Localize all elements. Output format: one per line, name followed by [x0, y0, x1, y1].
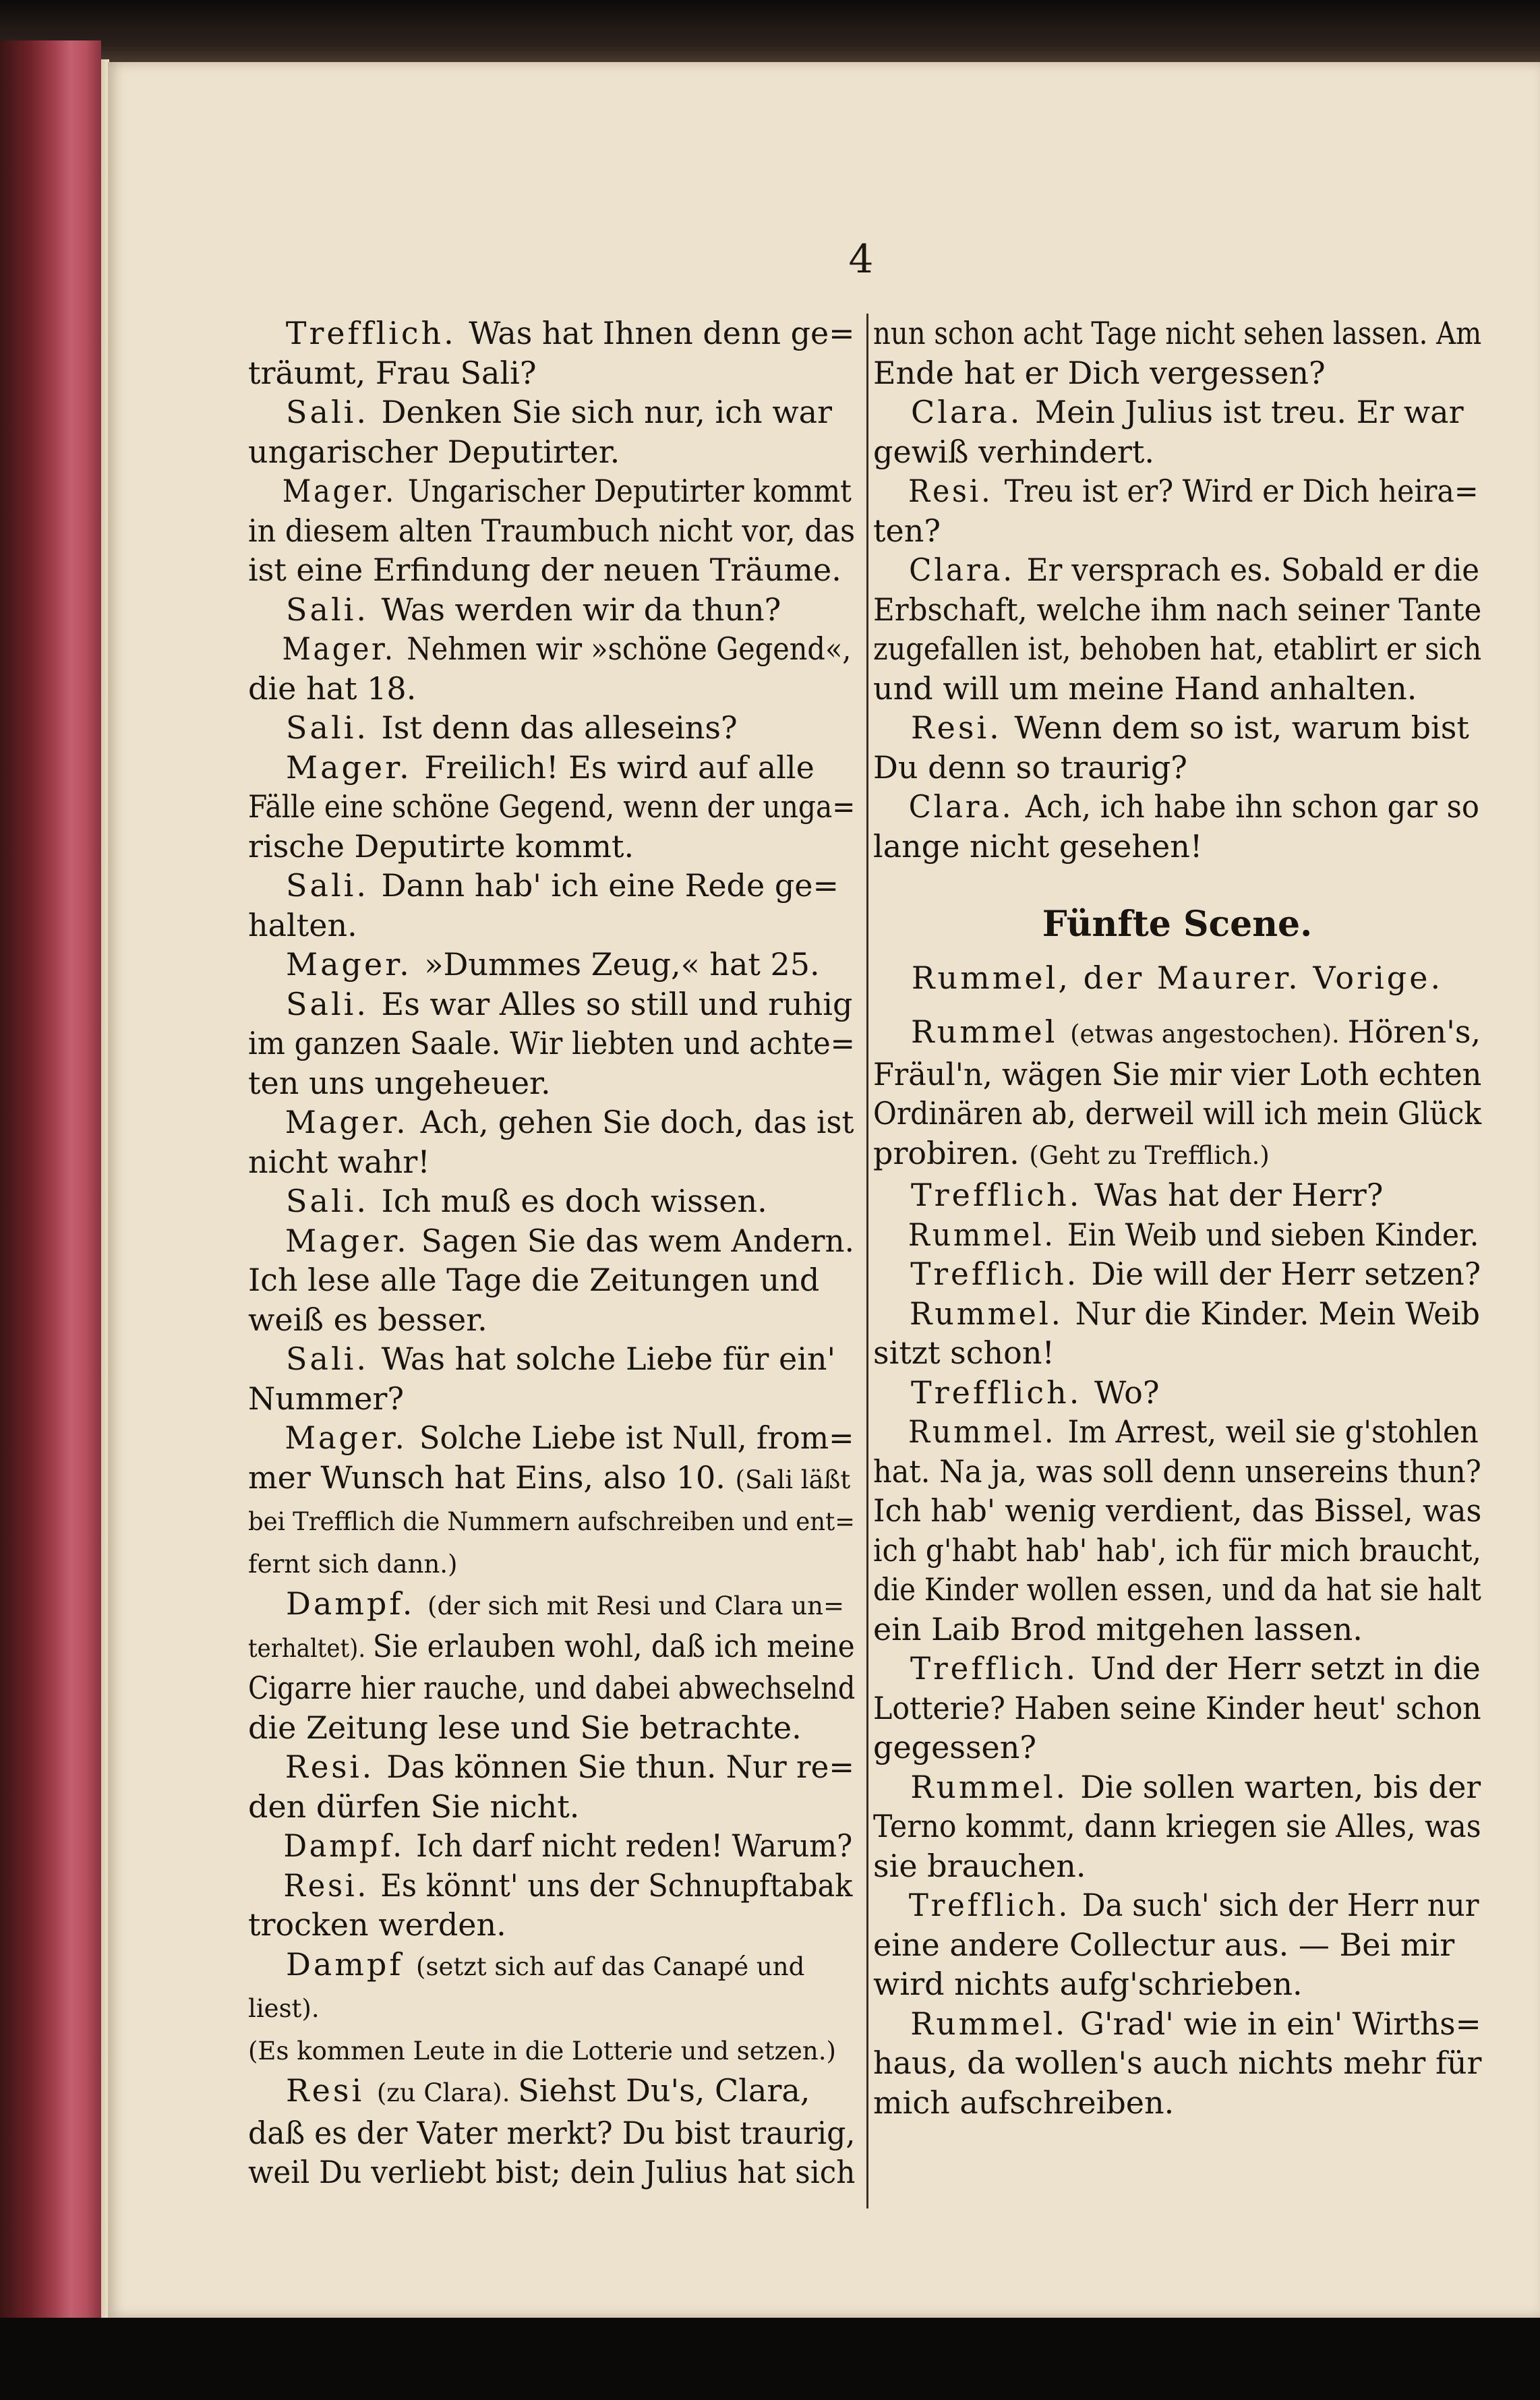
text-line	[873, 669, 1481, 709]
text-line	[873, 511, 1481, 551]
speaker-name: Mager.	[285, 1419, 419, 1456]
text-line	[248, 1866, 853, 1906]
line-text: mich aufschreiben.	[873, 2084, 1175, 2121]
speaker-name: Rummel.	[910, 1295, 1075, 1332]
text-line	[873, 1728, 1481, 1767]
text-line	[873, 392, 1481, 432]
line-text: Lotterie? Haben seine Kinder heut' schon	[873, 1689, 1481, 1726]
line-text: Nummer?	[248, 1380, 404, 1417]
text-line	[873, 1570, 1481, 1610]
speaker-name: Rummel.	[910, 1768, 1081, 1805]
text-line	[248, 392, 855, 432]
text-line	[248, 1500, 855, 1542]
line-text: Ach, ich habe ihn schon gar so	[1025, 788, 1479, 825]
speaker-name: Sali.	[286, 591, 382, 628]
text-line	[873, 2004, 1481, 2044]
text-line	[248, 985, 855, 1024]
text-line	[248, 1181, 855, 1221]
text-line	[248, 1905, 855, 1945]
line-text: ungarischer Deputirter.	[248, 433, 620, 470]
text-line	[873, 1807, 1481, 1846]
text-line	[248, 314, 854, 353]
speaker-name: Trefflich.	[285, 315, 469, 351]
text-line	[873, 629, 1482, 669]
stage-direction: (zu Clara).	[376, 2078, 519, 2107]
text-line	[873, 1373, 1481, 1413]
line-text: träumt, Frau Sali?	[248, 354, 537, 391]
text-line	[248, 1260, 855, 1300]
speaker-name: Clara.	[908, 788, 1026, 825]
right-column-dialogue-top	[873, 314, 1481, 866]
line-text: lange nicht gesehen!	[873, 827, 1203, 865]
speaker-name: Rummel.	[910, 2005, 1080, 2042]
line-text: Solche Liebe ist Null, from=	[419, 1419, 854, 1456]
text-line	[248, 787, 856, 827]
text-line	[248, 945, 855, 985]
stage-direction: (der sich mit Resi und Clara un=	[427, 1591, 844, 1620]
speaker-name: Trefflich.	[911, 1177, 1095, 1213]
text-line	[248, 708, 855, 748]
line-text: Die sollen warten, bis der	[1080, 1768, 1481, 1805]
text-line	[873, 1215, 1479, 1255]
speaker-name: Resi	[286, 2072, 377, 2109]
line-text: die Zeitung lese und Sie betrachte.	[248, 1709, 802, 1746]
text-line	[248, 1584, 855, 1627]
text-line	[873, 2043, 1480, 2083]
line-text: »Dummes Zeug,« hat 25.	[424, 946, 820, 983]
line-text: zugefallen ist, behoben hat, etablirt er sich	[873, 631, 1482, 667]
line-text: Mein Julius ist treu. Er war	[1035, 394, 1464, 430]
text-line	[248, 866, 855, 906]
text-line	[248, 1063, 855, 1103]
line-text: gewiß verhindert.	[873, 433, 1155, 470]
text-line	[873, 1175, 1481, 1215]
line-text: Cigarre hier rauche, und dabei abwechselnd	[248, 1670, 856, 1706]
text-line	[248, 1826, 853, 1866]
line-text: Ungarischer Deputirter kommt	[407, 473, 852, 509]
line-text: Terno kommt, dann kriegen sie Alles, was	[873, 1808, 1481, 1844]
text-line	[873, 1254, 1481, 1294]
line-text: im ganzen Saale. Wir liebten und achte=	[248, 1025, 855, 1061]
line-text: trocken werden.	[248, 1906, 506, 1943]
text-line	[873, 1491, 1482, 1531]
line-text: gegessen?	[873, 1729, 1037, 1765]
text-line	[873, 1134, 1481, 1176]
text-line	[873, 432, 1481, 472]
speaker-name: Rummel.	[908, 1216, 1067, 1253]
text-line	[873, 1012, 1481, 1055]
speaker-name: Mager.	[282, 473, 408, 509]
line-text: Erbschaft, welche ihm nach seiner Tante	[873, 591, 1482, 628]
stage-direction: (setzt sich auf das Canapé und	[416, 1952, 805, 1981]
line-text: Wo?	[1094, 1374, 1160, 1411]
speaker-name: Mager.	[285, 1104, 421, 1140]
speaker-name: Sali.	[286, 1341, 382, 1377]
text-line	[248, 1708, 855, 1748]
stage-direction: fernt sich dann.)	[248, 1549, 458, 1579]
speaker-name: Dampf.	[286, 1585, 428, 1622]
text-line	[248, 1747, 855, 1787]
text-line	[248, 353, 855, 393]
speaker-name: Sali.	[286, 709, 382, 746]
text-line	[873, 550, 1480, 590]
line-text: Ach, gehen Sie doch, das ist	[420, 1104, 854, 1140]
stage-direction: bei Trefflich die Nummern aufschreiben und ent=	[248, 1507, 855, 1536]
book-cover-edge	[0, 40, 101, 2320]
text-line	[873, 708, 1481, 748]
line-text: Ich darf nicht reden! Warum?	[416, 1827, 853, 1864]
speaker-name: Clara.	[909, 552, 1027, 588]
line-text: Ist denn das alleseins?	[381, 709, 738, 746]
line-text: den dürfen Sie nicht.	[248, 1788, 580, 1825]
text-line	[873, 1531, 1481, 1571]
speaker-name: Resi.	[283, 1867, 381, 1904]
speaker-name: Sali.	[286, 394, 382, 430]
column-divider	[866, 314, 868, 2208]
speaker-name: Mager.	[286, 749, 425, 786]
speaker-name: Trefflich.	[910, 1256, 1092, 1292]
line-text: Du denn so traurig?	[873, 749, 1187, 786]
text-line	[248, 590, 855, 630]
line-text: Sagen Sie das wem Andern.	[421, 1222, 855, 1259]
text-line	[248, 2071, 855, 2113]
background-bottom	[0, 2318, 1540, 2400]
text-line	[873, 1649, 1481, 1689]
line-text: Hören's,	[1347, 1014, 1481, 1050]
line-text: Die will der Herr setzen?	[1091, 1256, 1481, 1292]
text-line	[248, 471, 852, 511]
text-line	[248, 1024, 855, 1063]
line-text: Es könnt' uns der Schnupftabak	[380, 1867, 853, 1904]
text-line	[873, 1767, 1481, 1807]
line-text: Da such' sich der Herr nur	[1082, 1887, 1479, 1923]
text-line	[248, 432, 855, 472]
text-line	[873, 2083, 1481, 2123]
line-text: mer Wunsch hat Eins, also 10.	[248, 1459, 736, 1496]
text-line	[248, 1787, 855, 1827]
line-text: Ordinären ab, derweil will ich mein Glück	[873, 1095, 1482, 1132]
text-line	[873, 827, 1481, 867]
line-text: Nehmen wir »schöne Gegend«,	[407, 631, 852, 667]
text-line	[873, 1885, 1479, 1925]
text-line	[248, 906, 855, 945]
line-text: haus, da wollen's auch nichts mehr für	[873, 2045, 1482, 2081]
stage-direction: terhaltet).	[248, 1633, 373, 1663]
text-line	[873, 1055, 1482, 1094]
speaker-name: Trefflich.	[910, 1650, 1091, 1687]
text-line	[248, 1142, 855, 1182]
line-text: die hat 18.	[248, 670, 417, 707]
line-text: Nur die Kinder. Mein Weib	[1075, 1295, 1480, 1332]
speaker-name: Mager.	[285, 1222, 421, 1259]
line-text: die Kinder wollen essen, und da hat sie halt	[873, 1571, 1481, 1608]
speaker-name: Dampf.	[283, 1827, 417, 1864]
text-line	[248, 1945, 855, 1987]
line-text: Ein Weib und sieben Kinder.	[1067, 1216, 1479, 1253]
line-text: sie brauchen.	[873, 1847, 1086, 1884]
text-line	[248, 1221, 855, 1261]
text-line	[873, 1333, 1481, 1373]
text-line	[873, 1452, 1481, 1492]
line-text: Ende hat er Dich vergessen?	[873, 354, 1326, 391]
text-line	[248, 2029, 855, 2072]
left-text-column	[248, 314, 855, 2192]
text-line	[248, 827, 855, 867]
text-line	[248, 1627, 855, 1669]
speaker-name: Mager.	[286, 946, 425, 983]
text-line	[873, 787, 1479, 827]
text-line	[248, 2113, 856, 2153]
line-text: Dann hab' ich eine Rede ge=	[381, 867, 839, 904]
speaker-name: Trefflich.	[908, 1887, 1082, 1923]
line-text: Freilich! Es wird auf alle	[424, 749, 815, 786]
line-text: Es war Alles so still und ruhig	[381, 985, 853, 1022]
speaker-name: Mager.	[282, 631, 407, 667]
speaker-name: Dampf	[286, 1945, 417, 1983]
right-column-dialogue-bottom	[873, 1012, 1481, 2122]
text-line	[873, 748, 1481, 788]
text-line	[248, 1458, 855, 1500]
text-line	[873, 1412, 1479, 1452]
line-text: Er versprach es. Sobald er die	[1026, 552, 1480, 588]
text-line	[873, 1294, 1480, 1334]
line-text: in diesem alten Traumbuch nicht vor, das	[248, 512, 856, 549]
line-text: daß es der Vater merkt? Du bist traurig,	[248, 2114, 856, 2151]
line-text: ich g'habt hab' hab', ich für mich braucht,	[873, 1531, 1481, 1569]
speaker-name: Resi.	[285, 1749, 387, 1785]
line-text: Im Arrest, weil sie g'stohlen	[1067, 1413, 1479, 1450]
text-line	[248, 2153, 856, 2192]
text-line	[248, 1300, 855, 1340]
text-line	[248, 550, 855, 590]
stage-direction: (Sali läßt	[735, 1465, 851, 1494]
text-line	[248, 629, 852, 669]
right-text-column	[873, 314, 1481, 2122]
speaker-name: Trefflich.	[911, 1374, 1095, 1411]
text-line	[873, 1846, 1481, 1886]
text-line	[248, 1987, 855, 2029]
line-text: weil Du verliebt bist; dein Julius hat sich	[248, 2154, 856, 2190]
line-text: ist eine Erfindung der neuen Träume.	[248, 552, 841, 588]
line-text: weiß es besser.	[248, 1301, 487, 1338]
speaker-name: Sali.	[286, 867, 382, 904]
text-line	[873, 1610, 1481, 1649]
line-text: wird nichts aufg'schrieben.	[873, 1966, 1303, 2002]
text-line	[873, 590, 1482, 630]
line-text: Ich lese alle Tage die Zeitungen und	[248, 1262, 820, 1298]
line-text: Was hat der Herr?	[1094, 1177, 1384, 1213]
line-text: Was werden wir da thun?	[381, 591, 781, 628]
line-text: rische Deputirte kommt.	[248, 827, 634, 865]
text-line	[248, 1339, 855, 1379]
line-text: hat. Na ja, was soll denn unsereins thun?	[873, 1453, 1481, 1490]
text-line	[248, 1418, 854, 1458]
line-text: Was hat Ihnen denn ge=	[469, 315, 855, 351]
line-text: nun schon acht Tage nicht sehen lassen. Am	[873, 315, 1482, 351]
line-text: Ich hab' wenig verdient, das Bissel, was	[873, 1492, 1482, 1529]
stage-direction: liest).	[248, 1994, 320, 2023]
line-text: eine andere Collectur aus. — Bei mir	[873, 1926, 1455, 1963]
text-line	[873, 353, 1481, 393]
line-text: Sie erlauben wohl, daß ich meine	[372, 1627, 855, 1664]
line-text: halten.	[248, 906, 357, 943]
text-line	[248, 748, 855, 788]
stage-direction: (Es kommen Leute in die Lotterie und setzen.)	[248, 2036, 836, 2066]
line-text: Ich muß es doch wissen.	[381, 1183, 767, 1219]
speaker-name: Rummel	[911, 1014, 1071, 1050]
line-text: Und der Herr setzt in die	[1090, 1650, 1481, 1687]
line-text: Wenn dem so ist, warum bist	[1014, 709, 1469, 746]
text-line	[248, 1668, 856, 1708]
line-text: Das können Sie thun. Nur re=	[386, 1749, 855, 1785]
text-line	[873, 1925, 1481, 1965]
scene-heading: Fünfte Scene.	[1042, 904, 1313, 945]
stage-direction: (Geht zu Trefflich.)	[1029, 1140, 1270, 1170]
line-text: G'rad' wie in ein' Wirths=	[1079, 2005, 1481, 2042]
speaker-name: Sali.	[286, 1183, 382, 1219]
line-text: ten?	[873, 512, 941, 549]
line-text: Fälle eine schöne Gegend, wenn der unga=	[248, 788, 856, 825]
text-line	[873, 314, 1482, 353]
line-text: sitzt schon!	[873, 1335, 1055, 1371]
speaker-name: Clara.	[911, 394, 1035, 430]
scene-cast: Rummel, der Maurer. Vorige.	[911, 959, 1444, 996]
speaker-name: Resi.	[908, 473, 1005, 509]
line-text: ten uns ungeheuer.	[248, 1064, 551, 1101]
speaker-name: Sali.	[286, 985, 382, 1022]
line-text: und will um meine Hand anhalten.	[873, 670, 1417, 707]
line-text: Denken Sie sich nur, ich war	[381, 394, 833, 430]
text-line	[873, 1964, 1481, 2004]
line-text: ein Laib Brod mitgehen lassen.	[873, 1610, 1363, 1647]
speaker-name: Rummel.	[908, 1413, 1068, 1450]
line-text: Fräul'n, wägen Sie mir vier Loth echten	[873, 1055, 1482, 1092]
text-line	[873, 1689, 1481, 1728]
line-text: Was hat solche Liebe für ein'	[381, 1341, 836, 1377]
speaker-name: Resi.	[911, 709, 1015, 746]
line-text: nicht wahr!	[248, 1143, 430, 1180]
text-line	[248, 1379, 855, 1419]
line-text: probiren.	[873, 1134, 1030, 1171]
text-line	[873, 471, 1479, 511]
text-line	[873, 1094, 1482, 1134]
page-number: 4	[848, 236, 874, 282]
text-line	[248, 511, 856, 551]
line-text: Siehst Du's, Clara,	[518, 2072, 810, 2109]
stage-direction: (etwas angestochen).	[1070, 1020, 1348, 1049]
text-line	[248, 669, 855, 709]
text-line	[248, 1103, 854, 1142]
text-line	[248, 1542, 855, 1585]
line-text: Treu ist er? Wird er Dich heira=	[1004, 473, 1479, 509]
background-top	[0, 0, 1540, 64]
